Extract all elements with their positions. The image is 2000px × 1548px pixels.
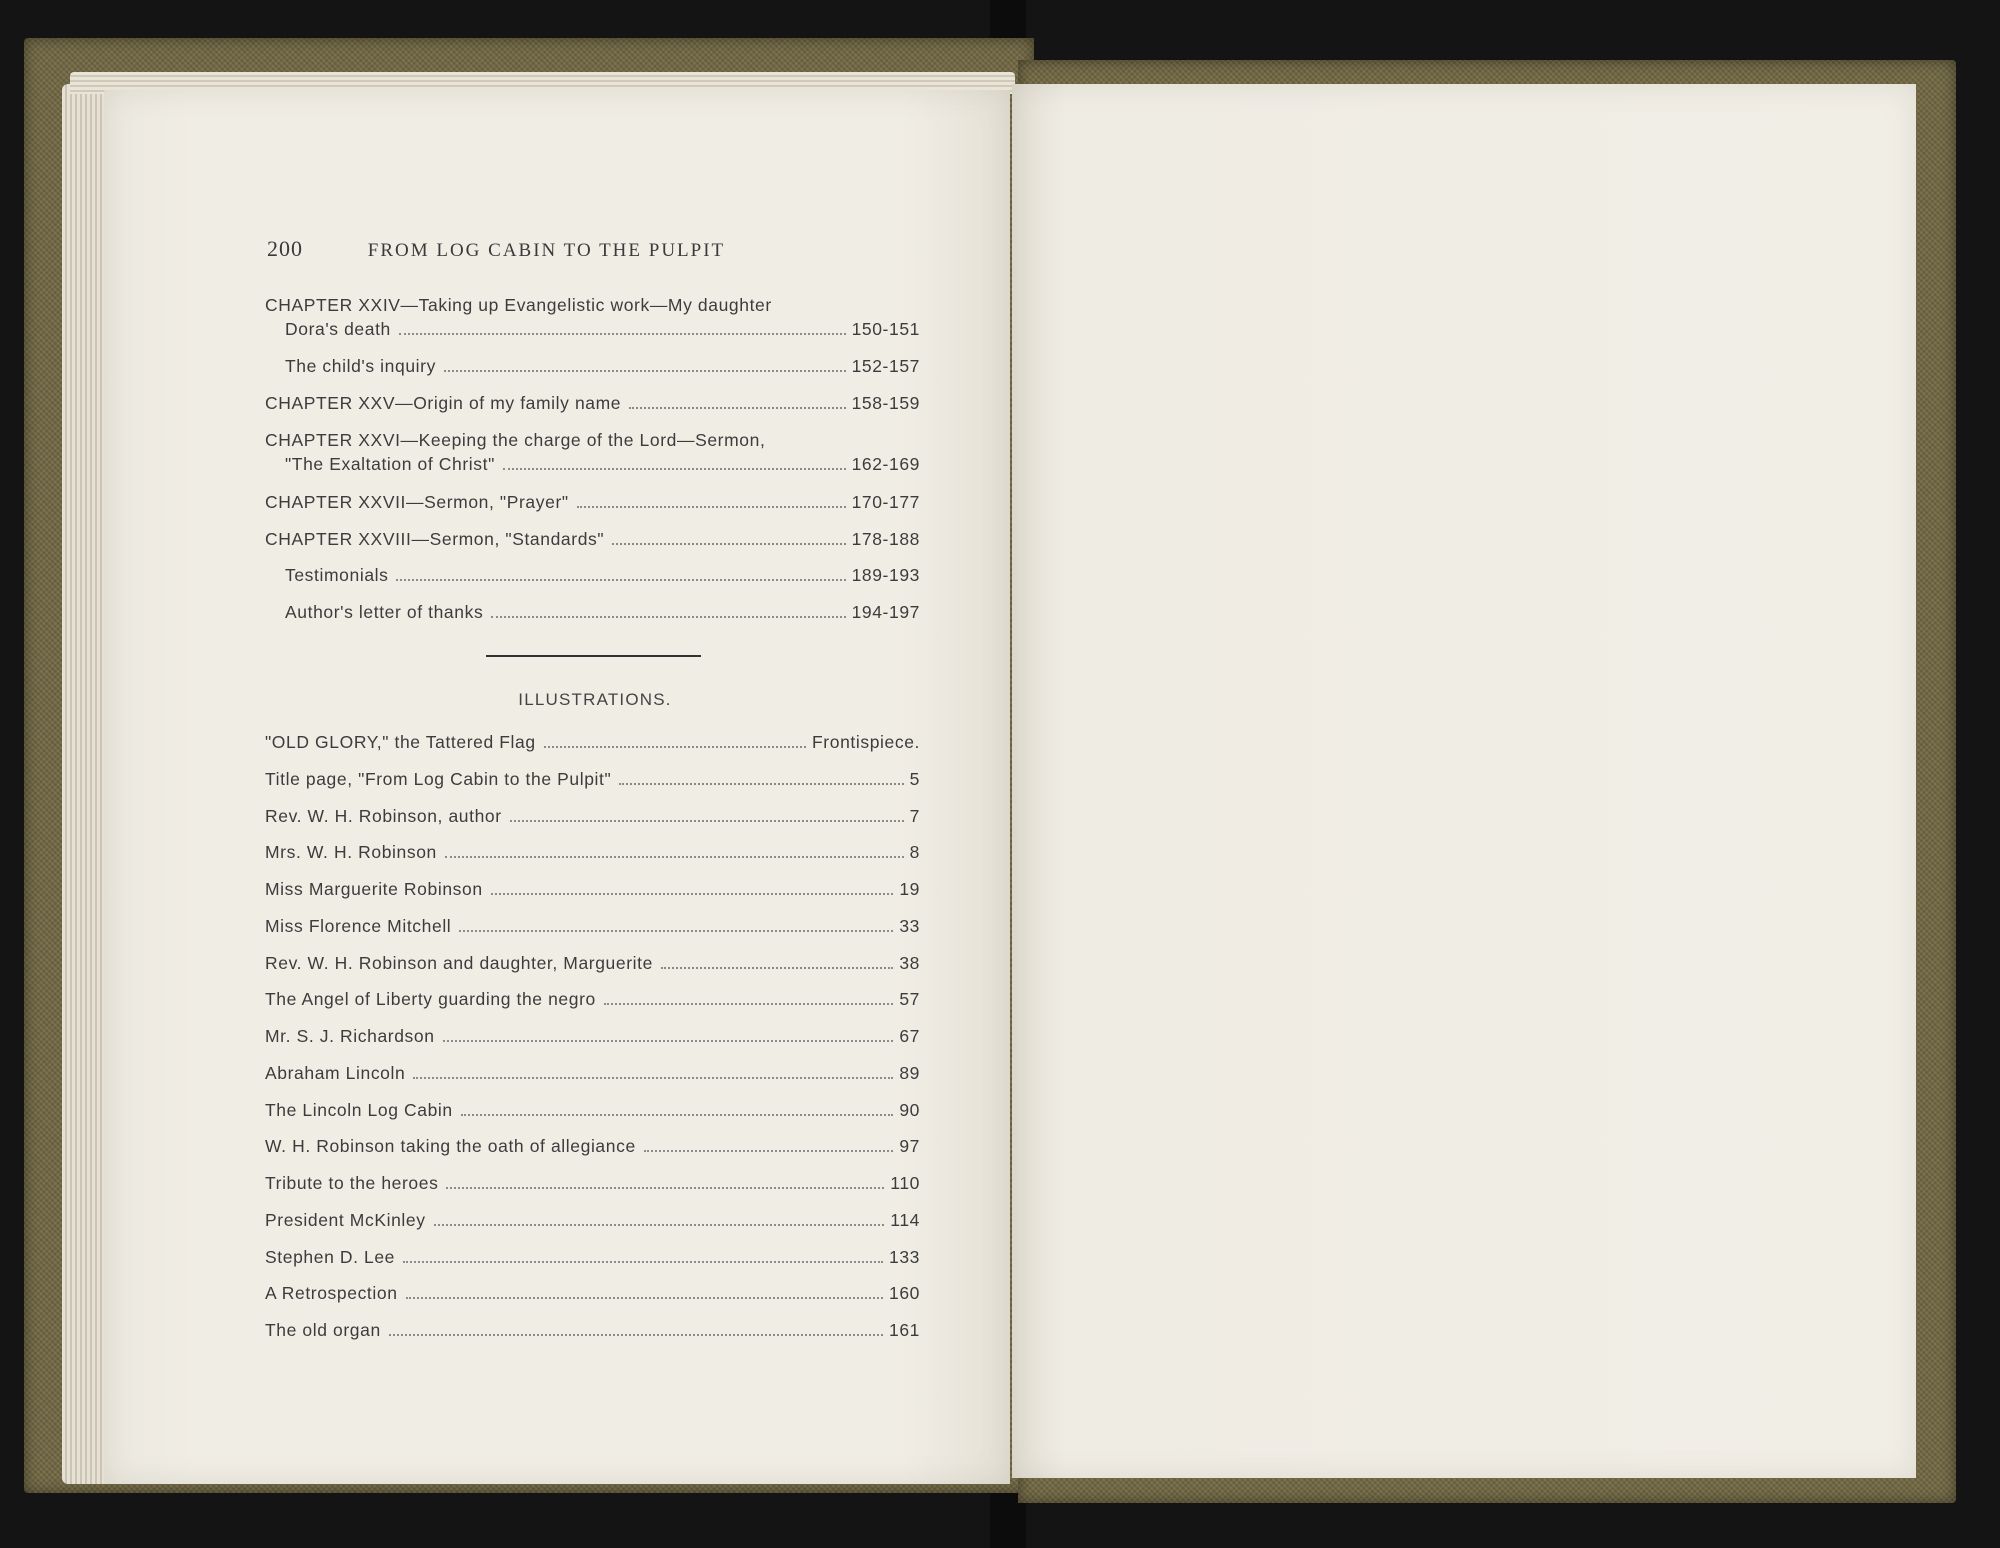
contents-entry-pages: 170-177 xyxy=(851,492,920,512)
illustration-title: W. H. Robinson taking the oath of allegiance xyxy=(265,1136,636,1156)
leader-dots xyxy=(434,1224,885,1226)
leader-dots xyxy=(399,333,846,335)
illustration-page: 160 xyxy=(889,1283,920,1303)
illustration-title: Mr. S. J. Richardson xyxy=(265,1026,435,1046)
illustration-entry xyxy=(265,804,920,828)
illustration-entry xyxy=(265,1318,920,1342)
illustration-page: 89 xyxy=(899,1063,920,1083)
illustration-title: Stephen D. Lee xyxy=(265,1247,396,1267)
illustration-title: Abraham Lincoln xyxy=(265,1063,406,1083)
illustration-title: "OLD GLORY," the Tattered Flag xyxy=(265,732,536,752)
contents-entry-title: Author's letter of thanks xyxy=(285,602,484,622)
illustration-title: Rev. W. H. Robinson and daughter, Marguerite xyxy=(265,953,653,973)
illustration-title: Tribute to the heroes xyxy=(265,1173,439,1193)
contents-entry-title: Testimonials xyxy=(285,565,389,585)
leader-dots xyxy=(389,1334,883,1336)
leader-dots xyxy=(446,1187,884,1189)
contents-entry-line1: CHAPTER XXVI—Keeping the charge of the Lord—Sermon, xyxy=(265,430,766,450)
contents-entry-pages: 194-197 xyxy=(851,602,920,622)
illustration-entry xyxy=(265,730,920,754)
contents-entry-pages: 158-159 xyxy=(851,393,920,413)
contents-entry xyxy=(265,428,920,476)
leader-dots xyxy=(459,930,893,932)
leader-dots xyxy=(444,370,846,372)
illustration-title: The Lincoln Log Cabin xyxy=(265,1100,453,1120)
illustration-entry xyxy=(265,987,920,1011)
illustration-entry xyxy=(265,1024,920,1048)
contents-entry xyxy=(265,354,920,378)
leader-dots xyxy=(403,1261,883,1263)
illustration-page: 114 xyxy=(890,1210,920,1230)
illustration-page: 38 xyxy=(899,953,920,973)
illustration-page: 5 xyxy=(909,769,920,789)
contents-entry-title: CHAPTER XXV—Origin of my family name xyxy=(265,393,622,413)
contents-entry-title: "The Exaltation of Christ" xyxy=(285,454,495,474)
illustration-page: 57 xyxy=(899,989,920,1009)
leader-dots xyxy=(443,1040,894,1042)
illustration-title: Mrs. W. H. Robinson xyxy=(265,842,437,862)
leader-dots xyxy=(604,1003,893,1005)
running-head xyxy=(267,236,927,262)
contents-entry-pages: 189-193 xyxy=(851,565,920,585)
illustration-page: 67 xyxy=(899,1026,920,1046)
contents-entry xyxy=(265,391,920,415)
illustration-entry xyxy=(265,1208,920,1232)
leader-dots xyxy=(503,468,846,470)
illustration-title: Rev. W. H. Robinson, author xyxy=(265,806,502,826)
contents-entry xyxy=(265,490,920,514)
illustration-title: The old organ xyxy=(265,1320,381,1340)
leader-dots xyxy=(406,1297,883,1299)
illustration-page: 7 xyxy=(909,806,920,826)
illustration-entry xyxy=(265,1171,920,1195)
leader-dots xyxy=(445,856,904,858)
contents-entry xyxy=(265,293,920,341)
illustration-page: 97 xyxy=(899,1136,920,1156)
contents-entry-pages: 178-188 xyxy=(851,529,920,549)
illustration-entry xyxy=(265,877,920,901)
contents-entry xyxy=(265,563,920,587)
contents-entry xyxy=(265,527,920,551)
right-page-blank xyxy=(1012,84,1916,1478)
contents-entry-title: The child's inquiry xyxy=(285,356,436,376)
leader-dots xyxy=(413,1077,893,1079)
contents-entry-title: CHAPTER XXVII—Sermon, "Prayer" xyxy=(265,492,569,512)
contents-entry-title: Dora's death xyxy=(285,319,391,339)
leader-dots xyxy=(629,407,845,409)
illustration-page: 19 xyxy=(899,879,920,899)
illustration-page: 161 xyxy=(889,1320,920,1340)
illustration-entry xyxy=(265,1134,920,1158)
illustration-entry xyxy=(265,767,920,791)
illustration-entry xyxy=(265,1245,920,1269)
page-number: 200 xyxy=(267,236,303,261)
illustration-page: 90 xyxy=(899,1100,920,1120)
illustration-title: Title page, "From Log Cabin to the Pulpit" xyxy=(265,769,612,789)
illustration-entry xyxy=(265,951,920,975)
illustration-entry xyxy=(265,1061,920,1085)
illustration-entry xyxy=(265,914,920,938)
illustration-page: Frontispiece. xyxy=(812,732,920,752)
leader-dots xyxy=(491,616,845,618)
leader-dots xyxy=(461,1114,894,1116)
leader-dots xyxy=(619,783,903,785)
leader-dots xyxy=(577,506,846,508)
contents-entry xyxy=(265,600,920,624)
contents-entry-pages: 162-169 xyxy=(851,454,920,474)
contents-entry-line1: CHAPTER XXIV—Taking up Evangelistic work—My daughter xyxy=(265,295,772,315)
illustration-title: Miss Marguerite Robinson xyxy=(265,879,483,899)
contents-entry-pages: 150-151 xyxy=(851,319,920,339)
contents-entry-title: CHAPTER XXVIII—Sermon, "Standards" xyxy=(265,529,605,549)
illustration-title: Miss Florence Mitchell xyxy=(265,916,452,936)
illustration-title: A Retrospection xyxy=(265,1283,398,1303)
section-divider xyxy=(486,655,701,657)
illustrations-heading: ILLUSTRATIONS. xyxy=(518,690,672,709)
illustration-page: 33 xyxy=(899,916,920,936)
leader-dots xyxy=(510,820,904,822)
leader-dots xyxy=(491,893,894,895)
leader-dots xyxy=(612,543,845,545)
contents-entry-pages: 152-157 xyxy=(851,356,920,376)
book-title: FROM LOG CABIN TO THE PULPIT xyxy=(367,240,726,261)
leader-dots xyxy=(661,967,893,969)
leader-dots xyxy=(544,746,806,748)
illustration-entry xyxy=(265,840,920,864)
illustration-entry xyxy=(265,1281,920,1305)
illustration-entry xyxy=(265,1098,920,1122)
leader-dots xyxy=(396,579,845,581)
illustration-title: The Angel of Liberty guarding the negro xyxy=(265,989,596,1009)
illustration-page: 133 xyxy=(889,1247,920,1267)
illustration-title: President McKinley xyxy=(265,1210,426,1230)
illustration-page: 110 xyxy=(890,1173,920,1193)
illustration-page: 8 xyxy=(909,842,920,862)
leader-dots xyxy=(644,1150,894,1152)
